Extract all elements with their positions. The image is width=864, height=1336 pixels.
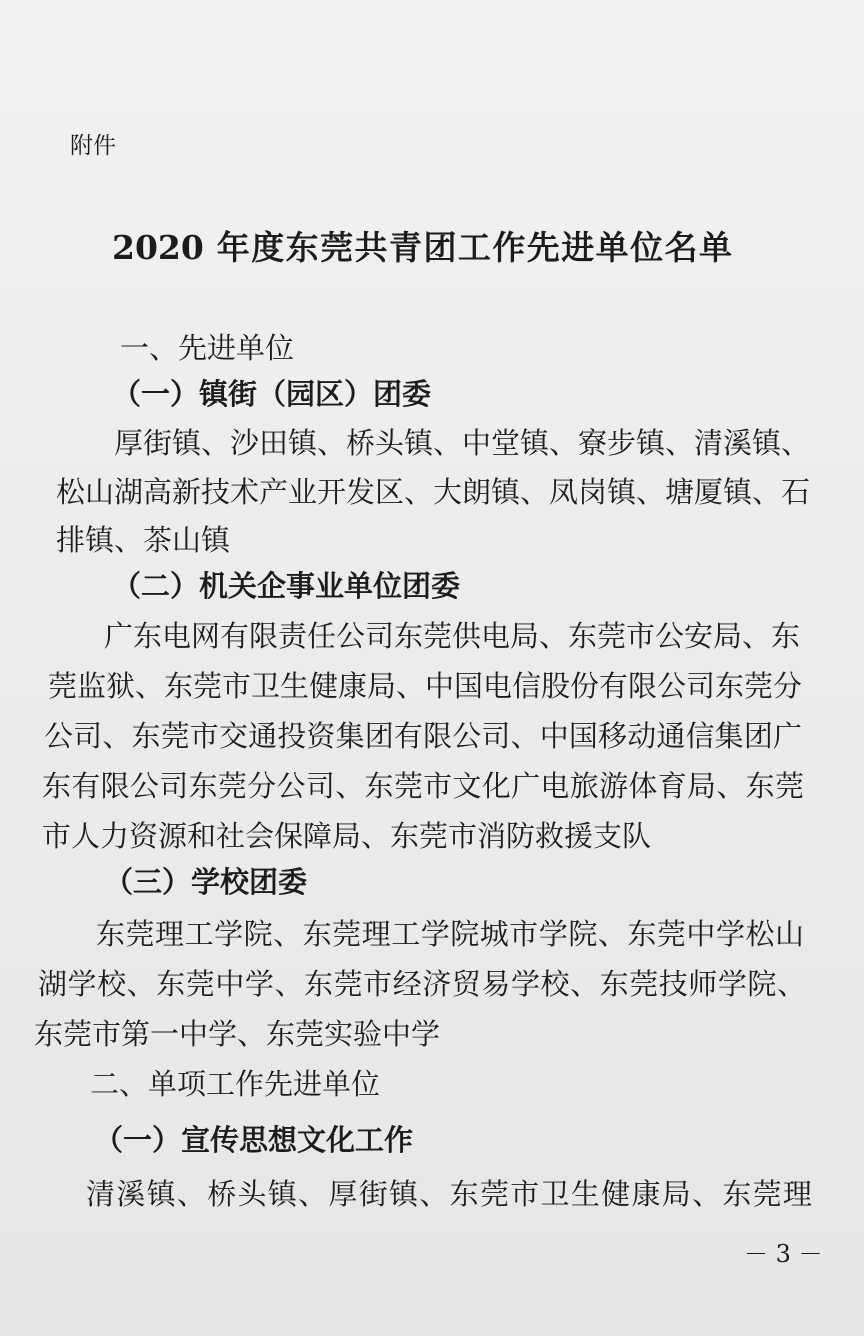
body-line: 市人力资源和社会保障局、东莞市消防救援支队 — [42, 819, 652, 853]
body-line: 排镇、茶山镇 — [56, 523, 231, 557]
body-line: 湖学校、东莞中学、东莞市经济贸易学校、东莞技师学院、 — [38, 967, 806, 1001]
attachment-label: 附件 — [70, 133, 116, 159]
section-1-sub-3-heading: （三）学校团委 — [104, 865, 308, 899]
section-2-sub-1-heading: （一）宣传思想文化工作 — [94, 1123, 414, 1157]
section-2-heading: 二、单项工作先进单位 — [90, 1067, 381, 1101]
page-number: － 3 － — [744, 1240, 823, 1268]
body-line: 公司、东莞市交通投资集团有限公司、中国移动通信集团广 — [44, 719, 802, 753]
section-1-sub-2-heading: （二）机关企事业单位团委 — [112, 569, 461, 603]
body-line: 清溪镇、桥头镇、厚街镇、东莞市卫生健康局、东莞理 — [86, 1177, 812, 1211]
body-line: 广东电网有限责任公司东莞供电局、东莞市公安局、东 — [104, 619, 801, 653]
body-line: 莞监狱、东莞市卫生健康局、中国电信股份有限公司东莞分 — [48, 669, 803, 703]
body-line: 东莞理工学院、东莞理工学院城市学院、东莞中学松山 — [96, 917, 804, 951]
body-line: 东有限公司东莞分公司、东莞市文化广电旅游体育局、东莞 — [42, 769, 804, 803]
body-line: 东莞市第一中学、东莞实验中学 — [34, 1017, 441, 1051]
section-1-heading: 一、先进单位 — [120, 331, 295, 365]
document-title: 2020 年度东莞共青团工作先进单位名单 — [112, 228, 732, 267]
body-line: 松山湖高新技术产业开发区、大朗镇、凤岗镇、塘厦镇、石 — [56, 475, 811, 509]
body-line: 厚街镇、沙田镇、桥头镇、中堂镇、寮步镇、清溪镇、 — [114, 426, 811, 460]
section-1-sub-1-heading: （一）镇街（园区）团委 — [112, 377, 432, 411]
